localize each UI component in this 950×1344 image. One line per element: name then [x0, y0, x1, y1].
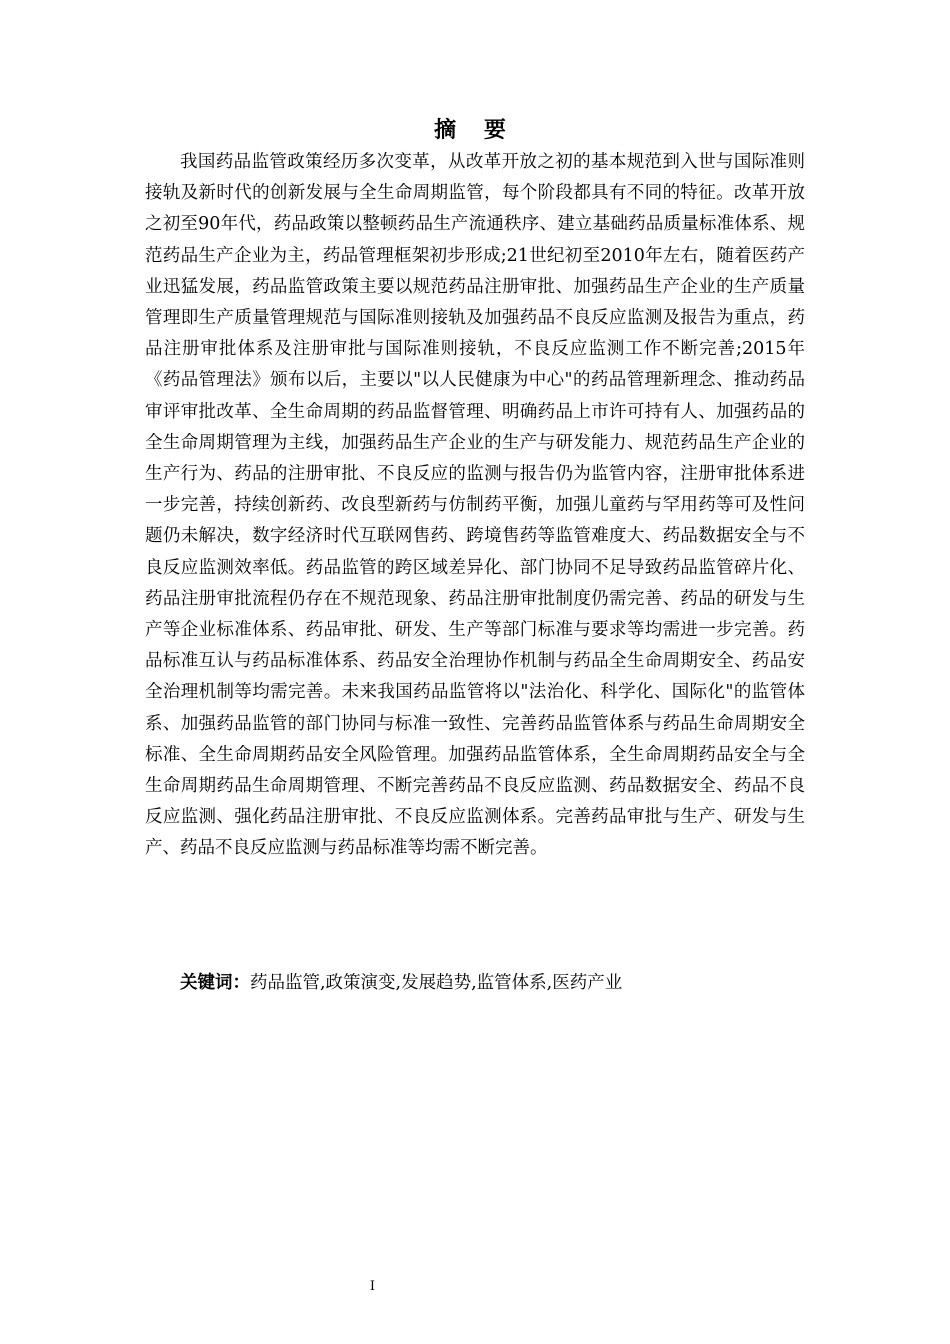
keywords-label: 关键词：: [180, 973, 250, 993]
abstract-body: 我国药品监管政策经历多次变革，从改革开放之初的基本规范到入世与国际准则接轨及新时代的创新发展与全生命周期监管，每个阶段都具有不同的特征。改革开放之初至90年代，药品政策以整顿药品生产流通秩序、建立基础药品质量标准体系、规范药品生产企业为主，药品管理框架初步形成;21世纪初至2010年左右，随着医药产业迅猛发展，药品监管政策主要以规范药品注册审批、加强药品生产企业的生产质量管理即生产质量管理规范与国际准则接轨及加强药品不良反应监测及报告为重点，药品注册审批体系及注册审批与国际准则接轨，不良反应监测工作不断完善;2015年《药品管理法》颁布以后，主要以"以人民健康为中心"的药品管理新理念、推动药品审评审批改革、全生命周期的药品监督管理、明确药品上市许可持有人、加强药品的全生命周期管理为主线，加强药品生产企业的生产与研发能力、规范药品生产企业的生产行为、药品的注册审批、不良反应的监测与报告仍为监管内容，注册审批体系进一步完善，持续创新药、改良型新药与仿制药平衡，加强儿童药与罕用药等可及性问题仍未解决，数字经济时代互联网售药、跨境售药等监管难度大、药品数据安全与不良反应监测效率低。药品监管的跨区域差异化、部门协同不足导致药品监管碎片化、药品注册审批流程仍存在不规范现象、药品注册审批制度仍需完善、药品的研发与生产等企业标准体系、药品审批、研发、生产等部门标准与要求等均需进一步完善。药品标准互认与药品标准体系、药品安全治理协作机制与药品全生命周期安全、药品安全治理机制等均需完善。未来我国药品监管将以"法治化、科学化、国际化"的监管体系、加强药品监管的部门协同与标准一致性、完善药品监管体系与药品生命周期安全标准、全生命周期药品安全风险管理。加强药品监管体系，全生命周期药品安全与全生命周期药品生命周期管理、不断完善药品不良反应监测、药品数据安全、药品不良反应监测、强化药品注册审批、不良反应监测体系。完善药品审批与生产、研发与生产、药品不良反应监测与药品标准等均需不断完善。: [145, 152, 805, 859]
keywords-line: [145, 968, 805, 999]
keywords-list: 药品监管,政策演变,发展趋势,监管体系,医药产业: [250, 973, 623, 993]
page-number: I: [369, 1279, 376, 1294]
abstract-title: 摘 要: [434, 118, 516, 143]
